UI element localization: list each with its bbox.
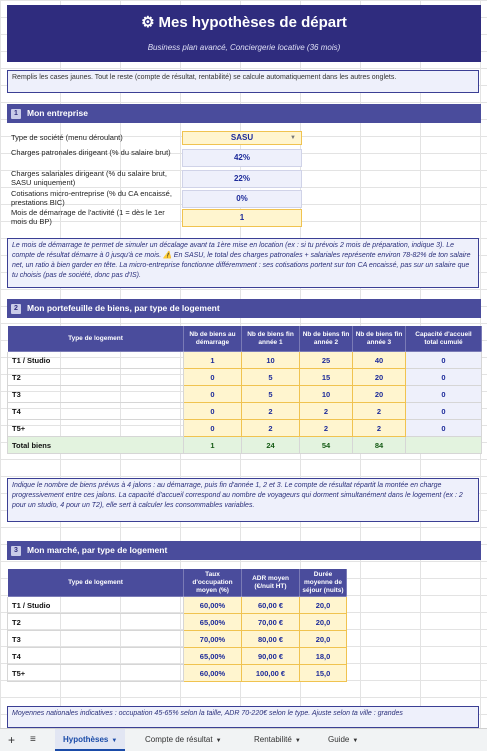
input-cell[interactable]: 100,00 € xyxy=(242,665,300,682)
table-header-row xyxy=(8,569,347,597)
tab-hypotheses[interactable] xyxy=(55,729,125,751)
input-cell[interactable]: 0 xyxy=(184,420,242,437)
field-row-charges-salariales xyxy=(7,169,481,189)
input-cell[interactable]: 2 xyxy=(242,420,300,437)
computed-cell: 0 xyxy=(406,403,482,420)
section-header-marche xyxy=(7,541,481,560)
tab-compte-de-resultat[interactable] xyxy=(137,729,230,751)
field-label: Mois de démarrage de l'activité (1 = dès le 1er mois du BP) xyxy=(11,208,165,226)
portfolio-table xyxy=(7,325,482,454)
input-cell[interactable]: 60,00 € xyxy=(242,597,300,614)
start-month-input[interactable]: 1 xyxy=(182,209,302,227)
input-cell[interactable]: 20,0 xyxy=(300,597,347,614)
total-row xyxy=(8,437,482,454)
tab-label: Hypothèses xyxy=(63,735,109,744)
type-cell: T4 xyxy=(8,403,184,420)
computed-cell: 0 xyxy=(406,420,482,437)
input-cell[interactable]: 5 xyxy=(242,386,300,403)
input-cell[interactable]: 20 xyxy=(353,386,406,403)
input-cell[interactable]: 15,0 xyxy=(300,665,347,682)
title-banner xyxy=(7,5,481,62)
computed-cell: 0 xyxy=(406,369,482,386)
input-cell[interactable]: 2 xyxy=(300,403,353,420)
table-header-row xyxy=(8,326,482,352)
input-cell[interactable]: 2 xyxy=(300,420,353,437)
input-cell[interactable]: 65,00% xyxy=(184,648,242,665)
column-header: Capacité d'accueil total cumulé xyxy=(406,326,482,352)
total-cell xyxy=(406,437,482,454)
table-row xyxy=(8,614,347,631)
type-cell: T1 / Studio xyxy=(8,597,184,614)
column-header: Nb de biens fin année 1 xyxy=(242,326,300,352)
total-label: Total biens xyxy=(8,437,184,454)
input-cell[interactable]: 65,00% xyxy=(184,614,242,631)
section-title: Mon entreprise xyxy=(27,108,88,118)
input-cell[interactable]: 1 xyxy=(184,352,242,369)
column-header: Nb de biens au démarrage xyxy=(184,326,242,352)
input-cell[interactable]: 60,00% xyxy=(184,597,242,614)
gear-icon: ⚙ xyxy=(141,14,155,31)
type-cell: T2 xyxy=(8,614,184,631)
computed-cell: 0 xyxy=(406,352,482,369)
column-header: Taux d'occupation moyen (%) xyxy=(184,569,242,597)
input-cell[interactable]: 2 xyxy=(353,420,406,437)
type-cell: T1 / Studio xyxy=(8,352,184,369)
type-cell: T2 xyxy=(8,369,184,386)
field-label: Cotisations micro-entreprise (% du CA encaissé, prestations BIC) xyxy=(11,189,172,207)
input-cell[interactable]: 70,00% xyxy=(184,631,242,648)
column-header: Type de logement xyxy=(8,569,184,597)
tab-label: Compte de résultat xyxy=(145,735,213,744)
section2-note: Indique le nombre de biens prévus à 4 jalons : au démarrage, puis fin d'année 1, 2 et 3. Le compte de résultat répartit la montée en charge progressivement entre ces jalons. La capacité d'accueil correspond au nombre de voyageurs qui dorment simultanément dans le logement (ex : 2 pour un studio, 4 pour un T2), elle sert à calculer les consommables variables. xyxy=(7,478,479,522)
column-header: Nb de biens fin année 2 xyxy=(300,326,353,352)
computed-cell: 0 xyxy=(406,386,482,403)
column-header: Type de logement xyxy=(8,326,184,352)
input-cell[interactable]: 20 xyxy=(353,369,406,386)
column-header: ADR moyen (€/nuit HT) xyxy=(242,569,300,597)
chevron-down-icon[interactable]: ▼ xyxy=(294,738,301,744)
column-header: Nb de biens fin année 3 xyxy=(353,326,406,352)
input-cell[interactable]: 90,00 € xyxy=(242,648,300,665)
section-header-portefeuille xyxy=(7,299,481,318)
input-cell[interactable]: 0 xyxy=(184,386,242,403)
company-type-value: SASU xyxy=(230,133,254,142)
type-cell: T4 xyxy=(8,648,184,665)
field-label: Type de société (menu déroulant) xyxy=(11,133,123,142)
type-cell: T5+ xyxy=(8,420,184,437)
total-cell: 24 xyxy=(242,437,300,454)
field-label: Charges salariales dirigeant (% du salaire brut, SASU uniquement) xyxy=(11,169,167,187)
charges-patronales-value[interactable]: 42% xyxy=(182,149,302,167)
sheet-tab-bar xyxy=(0,728,487,751)
type-cell: T3 xyxy=(8,631,184,648)
charges-salariales-value[interactable]: 22% xyxy=(182,170,302,188)
field-row-charges-patronales xyxy=(7,148,481,168)
input-cell[interactable]: 0 xyxy=(184,403,242,420)
input-cell[interactable]: 80,00 € xyxy=(242,631,300,648)
chevron-down-icon[interactable]: ▼ xyxy=(215,738,222,744)
section-title: Mon marché, par type de logement xyxy=(27,545,168,555)
section-number-badge: 1 xyxy=(11,109,21,119)
section-number-badge: 2 xyxy=(11,304,21,314)
table-row xyxy=(8,403,482,420)
input-cell[interactable]: 70,00 € xyxy=(242,614,300,631)
table-row xyxy=(8,420,482,437)
input-cell[interactable]: 25 xyxy=(300,352,353,369)
section-header-entreprise xyxy=(7,104,481,123)
table-row xyxy=(8,369,482,386)
input-cell[interactable]: 20,0 xyxy=(300,631,347,648)
table-row xyxy=(8,665,347,682)
section3-note: Moyennes nationales indicatives : occupation 45-65% selon la taille, ADR 70-220€ selon le type. Ajuste selon ta ville : grandes xyxy=(7,706,479,728)
intro-note: Remplis les cases jaunes. Tout le reste (compte de résultat, rentabilité) se calcule automatiquement dans les autres onglets. xyxy=(7,70,479,93)
table-row xyxy=(8,386,482,403)
section-title: Mon portefeuille de biens, par type de logement xyxy=(27,303,220,313)
table-row xyxy=(8,352,482,369)
input-cell[interactable]: 40 xyxy=(353,352,406,369)
market-table xyxy=(7,568,347,682)
company-type-dropdown[interactable] xyxy=(182,131,302,145)
input-cell[interactable]: 0 xyxy=(184,369,242,386)
field-row-company-type xyxy=(7,131,481,145)
total-cell: 1 xyxy=(184,437,242,454)
chevron-down-icon[interactable]: ▼ xyxy=(111,738,118,744)
table-row xyxy=(8,648,347,665)
input-cell[interactable]: 60,00% xyxy=(184,665,242,682)
add-sheet-icon[interactable]: + xyxy=(8,733,16,747)
field-row-cotisations-micro xyxy=(7,189,481,209)
tab-guide[interactable] xyxy=(320,729,366,751)
input-cell[interactable]: 10 xyxy=(242,352,300,369)
input-cell[interactable]: 15 xyxy=(300,369,353,386)
chevron-down-icon[interactable]: ▼ xyxy=(290,135,296,141)
chevron-down-icon[interactable]: ▼ xyxy=(352,738,359,744)
tab-label: Guide xyxy=(328,735,350,744)
table-row xyxy=(8,631,347,648)
type-cell: T5+ xyxy=(8,665,184,682)
table-row xyxy=(8,597,347,614)
page-title xyxy=(7,13,481,31)
cotisations-micro-value[interactable]: 0% xyxy=(182,190,302,208)
all-sheets-menu-icon[interactable]: ≡ xyxy=(30,734,36,745)
field-row-start-month xyxy=(7,208,481,228)
tab-rentabilite[interactable] xyxy=(246,729,309,751)
input-cell[interactable]: 2 xyxy=(242,403,300,420)
page-subtitle: Business plan avancé, Conciergerie locative (36 mois) xyxy=(147,43,341,52)
column-header: Durée moyenne de séjour (nuits) xyxy=(300,569,347,597)
input-cell[interactable]: 10 xyxy=(300,386,353,403)
tab-label: Rentabilité xyxy=(254,735,292,744)
page-title-text: Mes hypothèses de départ xyxy=(158,14,347,31)
input-cell[interactable]: 5 xyxy=(242,369,300,386)
input-cell[interactable]: 18,0 xyxy=(300,648,347,665)
total-cell: 84 xyxy=(353,437,406,454)
input-cell[interactable]: 20,0 xyxy=(300,614,347,631)
field-label: Charges patronales dirigeant (% du salaire brut) xyxy=(11,148,171,157)
section1-note: Le mois de démarrage te permet de simuler un décalage avant ta 1ère mise en location (ex : si tu prévois 2 mois de préparation, indique 3). Le compte de résultat démarre à 0 jusqu'à ce mois. ⚠️ En SASU, le total des charges patronales + salariales représente environ 78-82% de ton salaire net, un ratio à bien garder en tête. La micro-entreprise fonctionne différemment : ses cotisations portent sur ton CA encaissé, pas sur un salaire que tu choisis (pas de société, donc pas d'IS). xyxy=(7,238,479,288)
input-cell[interactable]: 2 xyxy=(353,403,406,420)
type-cell: T3 xyxy=(8,386,184,403)
total-cell: 54 xyxy=(300,437,353,454)
section-number-badge: 3 xyxy=(11,546,21,556)
